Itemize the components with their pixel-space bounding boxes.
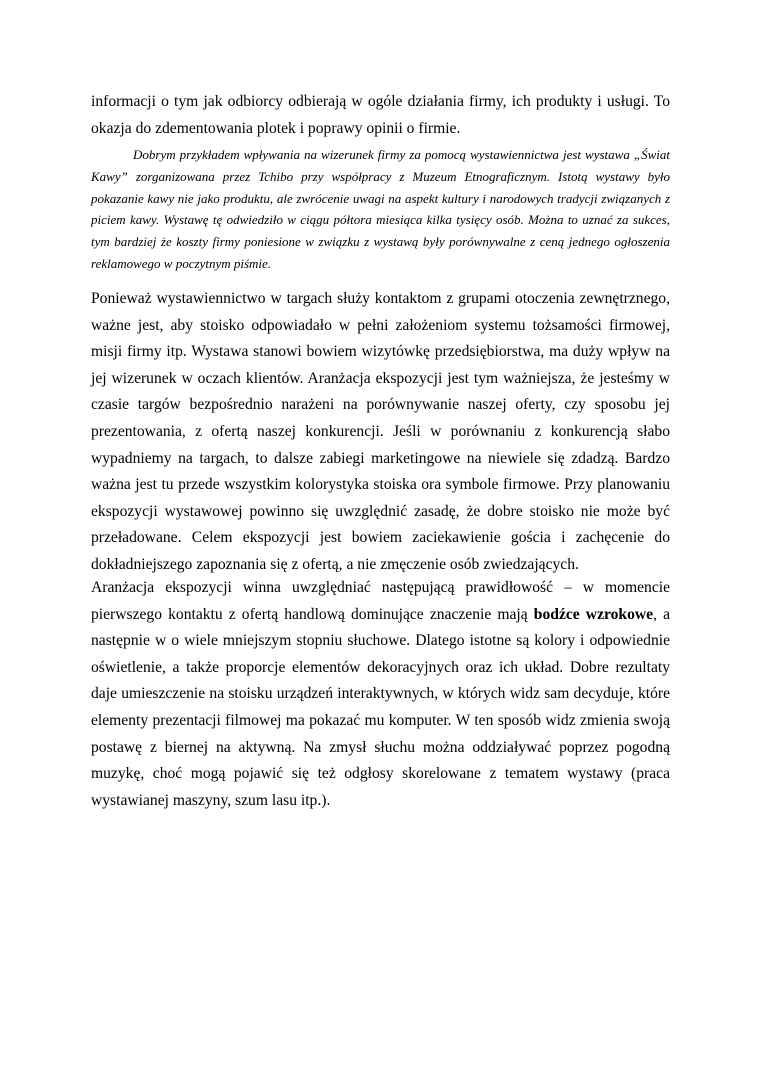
paragraph-arrangement xyxy=(91,575,670,814)
arrangement-text-before: Aranżacja ekspozycji winna uwzględniać następującą prawidłowość – w momencie pierwszego kontaktu z ofertą handlową dominujące znaczenie mają xyxy=(91,579,670,623)
paragraph-example-quote: Dobrym przykładem wpływania na wizerunek firmy za pomocą wystawiennictwa jest wystawa „Świat Kawy” zorganizowana przez Tchibo przy współpracy z Muzeum Etnograficznym. Istotą wystawy było pokazanie kawy nie jako produktu, ale zwrócenie uwagi na aspekt kultury i narodowych tradycji związanych z piciem kawy. Wystawę tę odwiedziło w ciągu półtora miesiąca kilka tysięcy osób. Można to uznać za sukces, tym bardziej że koszty firmy poniesione w związku z wystawą były porównywalne z ceną jednego ogłoszenia reklamowego w poczytnym piśmie. xyxy=(91,147,670,271)
arrangement-bold-phrase: bodźce wzrokowe xyxy=(533,605,654,623)
paragraph-booth-identity: Ponieważ wystawiennictwo w targach służy kontaktom z grupami otoczenia zewnętrznego, ważne jest, aby stoisko odpowiadało w pełni założeniom systemu tożsamości firmowej, misji firmy itp. Wystawa stanowi bowiem wizytówkę przedsiębiorstwa, ma duży wpływ na jej wizerunek w oczach klientów. Aranżacja ekspozycji jest tym ważniejsza, że jesteśmy w czasie targów bezpośrednio narażeni na porównywanie naszej oferty, czy sposobu jej prezentowania, z ofertą naszej konkurencji. Jeśli w porównaniu z konkurencją słabo wypadniemy na targach, to dalsze zabiegi marketingowe na niewiele się zdadzą. Bardzo ważna jest tu przede wszystkim kolorystyka stoiska ora symbole firmowe. Przy planowaniu ekspozycji wystawowej powinno się uwzględnić zasadę, że dobre stoisko nie może być przeładowane. Celem ekspozycji jest bowiem zaciekawienie gościa i zachęcenie do dokładniejszego zapoznania się z ofertą, a nie zmęczenie osób zwiedzających. xyxy=(91,290,670,573)
paragraph-intro: informacji o tym jak odbiorcy odbierają w ogóle działania firmy, ich produkty i usługi. To okazja do zdementowania plotek i poprawy opinii o firmie. xyxy=(91,93,670,137)
arrangement-text-after: , a następnie w o wiele mniejszym stopniu słuchowe. Dlatego istotne są kolory i odpowiednie oświetlenie, a także proporcje elementów dekoracyjnych oraz ich układ. Dobre rezultaty daje umieszczenie na stoisku urządzeń interaktywnych, w których widz sam decyduje, które elementy prezentacji filmowej ma pokazać mu komputer. W ten sposób widz zmienia swoją postawę z biernej na aktywną. Na zmysł słuchu można oddziaływać poprzez pogodną muzykę, choć mogą pojawić się też odgłosy skorelowane z tematem wystawy (praca wystawianej maszyny, szum lasu itp.). xyxy=(91,605,670,809)
